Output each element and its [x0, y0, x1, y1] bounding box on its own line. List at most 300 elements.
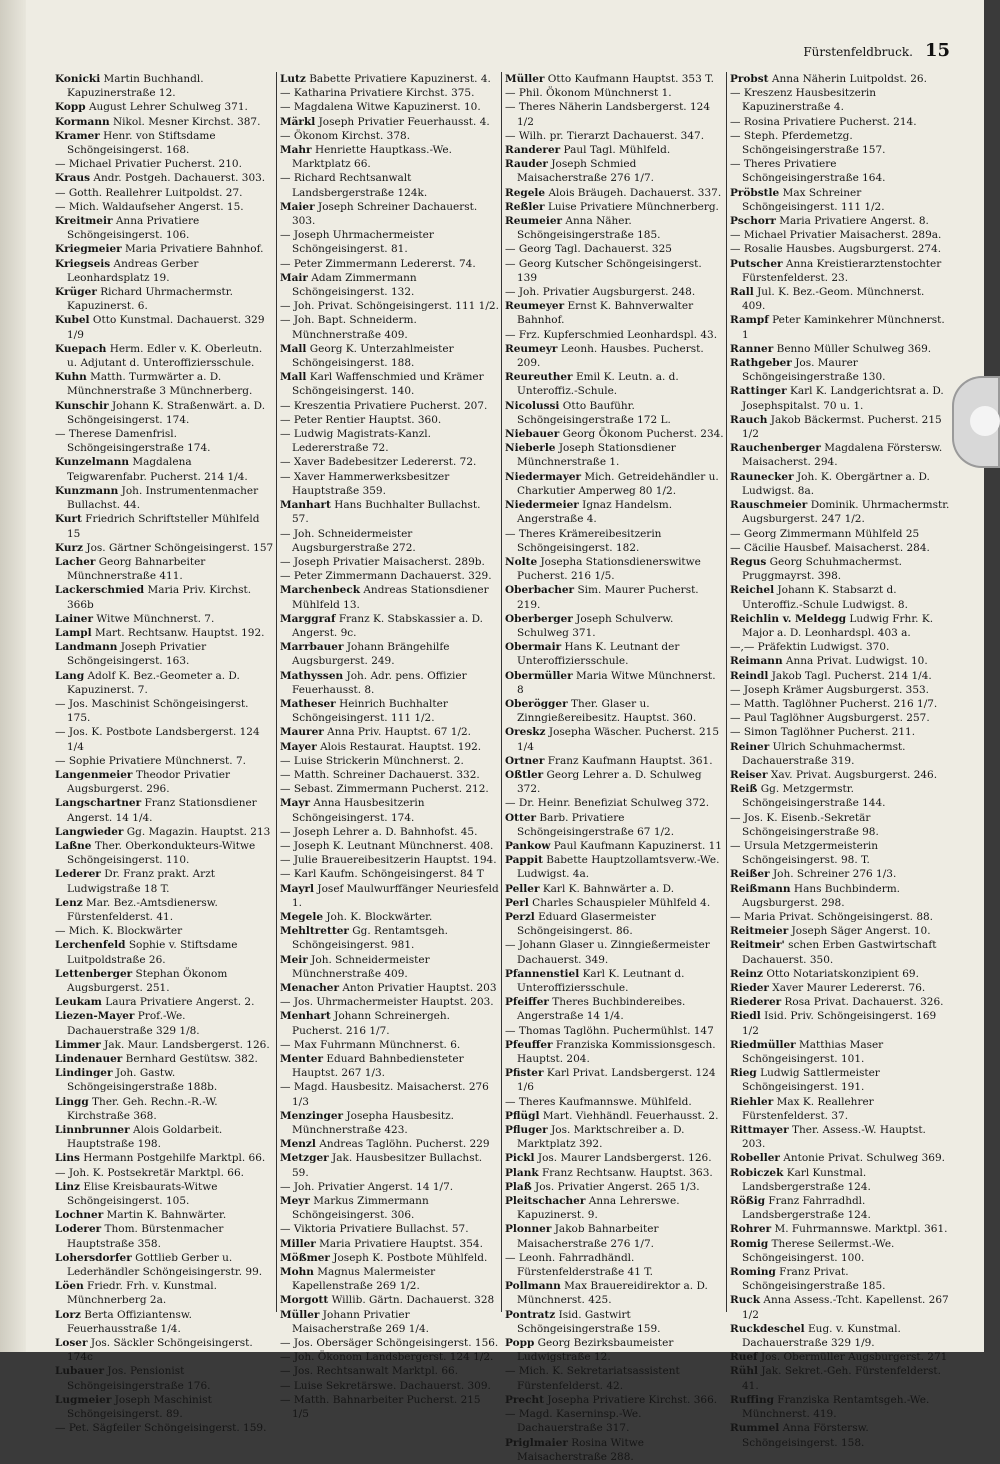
entry-details: Anna Näher. Schöngeisingerstraße 185.	[517, 215, 661, 242]
entry-surname: Riedl	[730, 1010, 761, 1023]
entry-surname: Maurer	[280, 726, 324, 739]
directory-entry	[280, 1052, 499, 1080]
entry-details: Anna Hausbesitzerin Schöngeisingerst. 174.	[292, 797, 425, 824]
directory-entry	[280, 725, 499, 739]
entry-surname: Obermüller	[505, 669, 573, 682]
directory-entry	[55, 924, 274, 938]
entry-details: Johann K. Straßenwärt. a. D. Schöngeisingerst. 174.	[67, 399, 266, 426]
entry-details: Henr. von Stiftsdame Schöngeisingerst. 168.	[67, 129, 216, 157]
entry-surname: Kubel	[55, 314, 90, 327]
entry-details: — Thomas Taglöhn. Puchermühlst. 147	[505, 1024, 714, 1037]
entry-surname: Langschartner	[55, 797, 142, 810]
entry-details: Magdalena Teigwarenfabr. Pucherst. 214 1/4.	[67, 456, 248, 483]
entry-details: Franz Stationsdiener Angerst. 14 1/4.	[67, 797, 257, 824]
entry-details: Karl K. Bahnwärter a. D.	[542, 882, 675, 895]
entry-surname: Kreitmeir	[55, 215, 113, 228]
entry-details: Luise Privatiere Münchnerberg.	[547, 200, 719, 213]
directory-entry	[280, 1393, 499, 1421]
entry-surname: Obermair	[505, 641, 562, 654]
entry-details: Sim. Maurer Pucherst. 219.	[517, 584, 699, 611]
entry-details: — Peter Rentier Hauptst. 360.	[280, 413, 442, 426]
directory-entry	[55, 484, 274, 512]
entry-details: Stephan Ökonom Augsburgerst. 251.	[67, 967, 228, 994]
directory-entry	[505, 583, 724, 611]
directory-entry	[730, 470, 950, 498]
directory-entry	[55, 186, 274, 200]
directory-entry	[55, 612, 274, 626]
directory-entry	[730, 1194, 950, 1222]
directory-entry	[280, 995, 499, 1009]
entry-details: Josef Maulwurffänger Neuriesfeld 1.	[292, 882, 499, 909]
entry-details: Alois Restaurat. Hauptst. 192.	[320, 740, 482, 753]
directory-entry	[55, 257, 274, 285]
entry-surname: Mayer	[280, 740, 317, 753]
entry-details: — Theres Näherin Landsbergerst. 124 1/2	[505, 101, 711, 128]
entry-surname: Metzger	[280, 1152, 329, 1165]
entry-details: Prof.-We. Dachauerstraße 329 1/8.	[67, 1010, 200, 1037]
entry-surname: Reumeyr	[505, 342, 558, 355]
entry-surname: Rauschmeier	[730, 499, 808, 512]
entry-details: Gg. Magazin. Hauptst. 213	[126, 825, 271, 838]
entry-details: Ther. Glaser u. Zinngießereibesitz. Hauptst. 360.	[517, 697, 697, 725]
entry-surname: Langenmeier	[55, 768, 133, 781]
entry-surname: Kunzmann	[55, 484, 119, 497]
entry-surname: Raunecker	[730, 470, 794, 483]
directory-entry	[55, 1095, 274, 1123]
entry-details: Martin K. Bahnwärter.	[106, 1209, 227, 1222]
entry-surname: Kunzelmann	[55, 456, 129, 469]
entry-details: Otto Kaufmann Hauptst. 353 T.	[547, 73, 714, 85]
directory-entry	[505, 72, 724, 86]
entry-details: — Ursula Metzgermeisterin Schöngeisingerst. 98. T.	[730, 839, 878, 867]
entry-details: Martin Buchhandl. Kapuzinerstraße 12.	[67, 73, 204, 100]
entry-details: Joseph Privatier Feuerhausst. 4.	[318, 115, 490, 128]
entry-details: — Xaver Hammerwerksbesitzer Hauptstraße 359.	[280, 470, 450, 497]
entry-details: — Georg Tagl. Dachauerst. 325	[505, 243, 672, 256]
entry-surname: Lettenberger	[55, 967, 133, 980]
entry-details: — Joh. Bapt. Schneiderm. Münchnerstraße 409.	[280, 314, 417, 341]
directory-entry	[55, 555, 274, 583]
directory-entry	[55, 1052, 274, 1066]
directory-entry	[730, 1123, 950, 1151]
entry-details: Ludwig Frhr. K. Major a. D. Leonhardspl. 403 a.	[742, 612, 934, 639]
entry-details: Maria Witwe Münchnerst. 8	[517, 669, 716, 696]
entry-surname: Ruck	[730, 1294, 761, 1307]
entry-details: Andr. Postgeh. Dachauerst. 303.	[93, 172, 266, 185]
directory-entry	[55, 399, 274, 427]
directory-entry	[505, 86, 724, 100]
entry-details: Max K. Reallehrer Fürstenfelderst. 37.	[742, 1095, 874, 1122]
directory-entry	[280, 867, 499, 881]
entry-surname: Mohn	[280, 1266, 314, 1279]
entry-surname: Lingg	[55, 1095, 89, 1108]
directory-entry	[55, 1421, 274, 1435]
directory-entry	[55, 1180, 274, 1208]
directory-entry	[730, 995, 950, 1009]
entry-surname: Pappit	[505, 854, 543, 867]
entry-details: Babette Privatiere Kapuzinerst. 4.	[309, 73, 491, 85]
entry-surname: Meir	[280, 953, 308, 966]
entry-details: — Mich. K. Blockwärter	[55, 925, 183, 938]
entry-surname: Pröbstle	[730, 186, 780, 199]
entry-details: Magnus Malermeister Kapellenstraße 269 1/2.	[292, 1266, 436, 1293]
entry-details: — Karl Kaufm. Schöngeisingerst. 84 T	[280, 868, 484, 881]
entry-details: Georg Schuhmachermst. Pruggmayrst. 398.	[742, 555, 902, 583]
entry-surname: Pfister	[505, 1067, 544, 1080]
entry-details: Therese Seilermst.-We. Schöngeisingerst. 100.	[742, 1237, 895, 1264]
directory-entry	[730, 441, 950, 469]
entry-details: Nikol. Mesner Kirchst. 387.	[112, 115, 261, 128]
directory-entry	[730, 697, 950, 711]
directory-entry	[280, 299, 499, 313]
entry-surname: Menacher	[280, 982, 339, 994]
entry-details: — Jos. Maschinist Schöngeisingerst. 175.	[55, 697, 249, 725]
directory-entry	[280, 1194, 499, 1222]
entry-surname: Reumeyer	[505, 300, 565, 313]
entry-details: Rosina Witwe Maisacherstraße 288.	[517, 1436, 644, 1463]
entry-details: Joseph Schmied Maisacherstraße 276 1/7.	[517, 158, 654, 185]
entry-surname: Mall	[280, 342, 307, 355]
entry-details: Jos. Obermüller Augsburgerst. 271	[760, 1351, 948, 1364]
directory-entry	[280, 612, 499, 640]
entry-details: — Jos. Obersäger Schöngeisingerst. 156.	[280, 1337, 499, 1350]
column-1	[52, 72, 277, 1435]
directory-entry	[280, 1364, 499, 1378]
entry-details: Anton Privatier Hauptst. 203	[342, 982, 497, 994]
entry-details: Georg K. Unterzahlmeister Schöngeisingerst. 188.	[292, 342, 454, 370]
entry-surname: Kopp	[55, 101, 86, 114]
entry-surname: Reßler	[505, 200, 545, 213]
directory-entry	[280, 953, 499, 981]
entry-surname: Reinz	[730, 967, 763, 980]
directory-entry	[505, 200, 724, 214]
entry-details: Antonie Privat. Schulweg 369.	[783, 1152, 945, 1165]
entry-details: Eduard Glasermeister Schöngeisingerst. 86.	[517, 910, 656, 938]
directory-entry	[280, 1109, 499, 1137]
entry-details: Anna Assess.-Tcht. Kapellenst. 267 1/2	[742, 1294, 949, 1321]
entry-surname: Oberberger	[505, 612, 573, 625]
directory-entry	[280, 981, 499, 995]
directory-entry	[505, 1123, 724, 1151]
entry-details: Georg Lehrer a. D. Schulweg 372.	[517, 768, 702, 796]
directory-entry	[505, 811, 724, 839]
entry-details: Anna Privat. Ludwigst. 10.	[785, 655, 928, 668]
entry-surname: Lainer	[55, 612, 94, 625]
entry-surname: Pontratz	[505, 1308, 556, 1321]
entry-surname: Müller	[280, 1308, 320, 1321]
entry-details: Maria Privatiere Angerst. 8.	[779, 215, 929, 228]
entry-details: — Theres Kaufmannswe. Mühlfeld.	[505, 1095, 692, 1108]
directory-entry	[505, 498, 724, 526]
entry-details: — Joseph Lehrer a. D. Bahnhofst. 45.	[280, 825, 478, 838]
entry-details: Mar. Bez.-Amtsdienersw. Fürstenfelderst. 41.	[67, 896, 218, 923]
entry-details: Elise Kreisbaurats-Witwe Schöngeisingerst. 105.	[67, 1180, 218, 1208]
directory-entry	[280, 1009, 499, 1037]
directory-entry	[280, 569, 499, 583]
directory-entry	[55, 242, 274, 256]
directory-entry	[280, 839, 499, 853]
entry-details: — Mich. K. Sekretariatsassistent Fürstenfelderst. 42.	[505, 1365, 680, 1392]
entry-surname: Reiner	[730, 740, 770, 753]
directory-entry	[55, 370, 274, 398]
entry-details: Hermann Postgehilfe Marktpl. 66.	[83, 1152, 266, 1165]
entry-details: Joh. K. Obergärtner a. D. Ludwigst. 8a.	[742, 470, 930, 497]
directory-entry	[730, 285, 950, 313]
directory-entry	[280, 1293, 499, 1307]
entry-surname: Riedmüller	[730, 1038, 796, 1051]
directory-entry	[505, 157, 724, 185]
directory-entry	[505, 1095, 724, 1109]
directory-entry	[55, 725, 274, 753]
entry-details: Jos. Gärtner Schöngeisingerst. 157	[86, 541, 274, 554]
entry-surname: Loderer	[55, 1223, 102, 1236]
entry-surname: Plaß	[505, 1180, 532, 1193]
entry-details: Charles Schauspieler Mühlfeld 4.	[532, 896, 711, 909]
directory-entry	[505, 910, 724, 938]
entry-details: Karl K. Leutnant d. Unteroffiziersschule.	[517, 967, 685, 994]
entry-surname: Märkl	[280, 115, 316, 128]
directory-entry	[730, 1237, 950, 1265]
entry-details: Franziska Rentamtsgeh.-We. Münchnerst. 419.	[742, 1393, 930, 1421]
entry-surname: Lutz	[280, 73, 306, 85]
entry-details: Johann Schreinergeh. Pucherst. 216 1/7.	[292, 1010, 450, 1037]
entry-details: Eug. v. Kunstmal. Dachauerstraße 329 1/9.	[742, 1322, 901, 1350]
entry-details: Dominik. Uhrmachermstr. Augsburgerst. 247 1/2.	[742, 499, 950, 526]
entry-surname: Ruckdeschel	[730, 1322, 805, 1335]
entry-details: Karl Privat. Landsbergerst. 124 1/6	[517, 1067, 716, 1094]
column-4	[727, 72, 952, 1449]
entry-details: Ther. Oberkondukteurs-Witwe Schöngeisingerst. 110.	[67, 839, 256, 867]
directory-entry	[55, 171, 274, 185]
directory-entry	[730, 1322, 950, 1350]
entry-surname: Kormann	[55, 115, 110, 128]
directory-entry	[505, 1109, 724, 1123]
directory-entry	[280, 498, 499, 526]
directory-entry	[55, 1222, 274, 1250]
entry-details: Ther. Assess.-W. Hauptst. 203.	[742, 1124, 926, 1151]
entry-surname: Marchenbeck	[280, 584, 360, 597]
entry-surname: Miller	[280, 1237, 316, 1250]
entry-details: — Luise Sekretärswe. Dachauerst. 309.	[280, 1379, 491, 1392]
entry-surname: Rathgeber	[730, 357, 792, 370]
entry-details: Joseph Privatier Schöngeisingerst. 163.	[67, 641, 207, 668]
entry-surname: Kuepach	[55, 342, 107, 355]
directory-entry	[505, 299, 724, 327]
entry-surname: Morgott	[280, 1294, 329, 1307]
directory-entry	[505, 1308, 724, 1336]
directory-entry	[730, 1166, 950, 1194]
entry-details: Jos. Maurer Schöngeisingerstraße 130.	[742, 357, 886, 384]
entry-surname: Kurt	[55, 513, 82, 526]
directory-entry	[55, 697, 274, 725]
directory-entry	[280, 100, 499, 114]
entry-details: — Sophie Privatiere Münchnerst. 7.	[55, 754, 246, 767]
directory-entry	[280, 1308, 499, 1336]
directory-entry	[505, 995, 724, 1023]
directory-entry	[505, 214, 724, 242]
entry-surname: Mall	[280, 371, 307, 384]
entry-details: — Julie Brauereibesitzerin Hauptst. 194.	[280, 854, 497, 867]
entry-details: Sophie v. Stiftsdame Luitpoldstraße 26.	[67, 939, 238, 966]
entry-surname: Linnbrunner	[55, 1124, 130, 1137]
entry-details: Willib. Gärtn. Dachauerst. 328	[331, 1294, 495, 1307]
directory-entry	[280, 427, 499, 455]
running-head	[760, 40, 950, 70]
entry-surname: Langwieder	[55, 825, 124, 838]
entry-details: Josepha Hausbesitz. Münchnerstraße 423.	[292, 1109, 454, 1137]
directory-entry	[730, 242, 950, 256]
entry-surname: Rieg	[730, 1067, 757, 1080]
directory-entry	[730, 924, 950, 938]
entry-details: Jos. Privatier Angerst. 265 1/3.	[535, 1180, 700, 1193]
entry-surname: Reindl	[730, 669, 769, 682]
directory-entry	[730, 1350, 950, 1364]
directory-entry	[280, 313, 499, 341]
entry-details: — Frz. Kupferschmied Leonhardspl. 43.	[505, 328, 718, 341]
directory-entry	[55, 1166, 274, 1180]
directory-entry	[730, 981, 950, 995]
entry-surname: Kuhn	[55, 371, 87, 384]
entry-surname: Lubauer	[55, 1365, 105, 1378]
entry-details: Josepha Wäscher. Pucherst. 215 1/4	[517, 726, 720, 753]
directory-entry	[730, 867, 950, 881]
directory-entry	[505, 1038, 724, 1066]
directory-entry	[280, 72, 499, 86]
entry-details: — Leonh. Fahrradhändl. Fürstenfelderstraße 41 T.	[505, 1251, 654, 1279]
directory-entry	[730, 384, 950, 412]
directory-entry	[55, 455, 274, 483]
entry-details: Andreas Taglöhn. Pucherst. 229	[319, 1138, 490, 1151]
entry-surname: Mahr	[280, 144, 312, 157]
entry-details: Joseph Stationsdiener Münchnerstraße 1.	[517, 442, 676, 469]
entry-details: M. Fuhrmannswe. Marktpl. 361.	[774, 1223, 948, 1236]
directory-entry	[730, 1009, 950, 1037]
entry-details: Richard Uhrmachermstr. Kapuzinerst. 6.	[67, 286, 233, 313]
directory-entry	[505, 967, 724, 995]
directory-entry	[505, 370, 724, 398]
directory-entry	[55, 669, 274, 697]
directory-entry	[55, 72, 274, 100]
entry-surname: Lerchenfeld	[55, 939, 126, 952]
entry-details: Bernhard Gestütsw. 382.	[125, 1053, 258, 1066]
entry-surname: Reimann	[730, 655, 783, 668]
directory-entry	[505, 1407, 724, 1435]
entry-details: — Steph. Pferdemetzg. Schöngeisingerstraße 157.	[730, 129, 886, 157]
directory-entry	[280, 910, 499, 924]
directory-entry	[505, 427, 724, 441]
entry-surname: Konicki	[55, 73, 101, 85]
entry-details: Joseph Schulverw. Schulweg 371.	[517, 612, 674, 639]
entry-details: Franz K. Stabskassier a. D. Angerst. 9c.	[292, 612, 483, 639]
entry-surname: Reitmeier	[730, 925, 789, 938]
directory-entry	[505, 1180, 724, 1194]
directory-entry	[730, 882, 950, 910]
directory-entry	[280, 796, 499, 824]
entry-surname: Meyr	[280, 1195, 310, 1208]
directory-entry	[505, 612, 724, 640]
entry-details: Paul Kaufmann Kapuzinerst. 11	[553, 839, 722, 852]
directory-entry	[505, 1151, 724, 1165]
entry-details: — Joseph K. Leutnant Münchnerst. 408.	[280, 839, 494, 852]
entry-surname: Riederer	[730, 996, 782, 1009]
entry-details: Jos. Pensionist Schöngeisingerstraße 176.	[67, 1365, 211, 1392]
entry-surname: Megele	[280, 910, 323, 923]
entry-details: Ulrich Schuhmachermst. Dachauerstraße 319.	[742, 740, 906, 767]
entry-surname: Pfannenstiel	[505, 967, 580, 980]
entry-details: Johann Brängehilfe Augsburgerst. 249.	[292, 641, 450, 668]
directory-entry	[280, 583, 499, 611]
directory-entry	[730, 186, 950, 214]
directory-entry	[505, 697, 724, 725]
directory-entry	[730, 356, 950, 384]
entry-details: — Magd. Hausbesitz. Maisacherst. 276 1/3	[280, 1081, 489, 1108]
entry-surname: Mehltretter	[280, 925, 349, 938]
directory-entry	[505, 527, 724, 555]
entry-surname: Löen	[55, 1280, 84, 1293]
directory-entry	[730, 1393, 950, 1421]
entry-details: Dr. Franz prakt. Arzt Ludwigstraße 18 T.	[67, 868, 215, 895]
directory-entry	[280, 1336, 499, 1350]
entry-details: Karl K. Landgerichtsrat a. D. Josephspitalst. 70 u. 1.	[742, 385, 944, 412]
directory-entry	[730, 683, 950, 697]
directory-entry	[505, 342, 724, 370]
directory-entry	[280, 171, 499, 199]
entry-surname: Kriegmeier	[55, 243, 122, 256]
directory-entry	[55, 285, 274, 313]
directory-entry	[730, 527, 950, 541]
directory-entry	[55, 1364, 274, 1392]
directory-entry	[730, 228, 950, 242]
directory-entry	[280, 200, 499, 228]
entry-details: Rosa Privat. Dachauerst. 326.	[784, 996, 944, 1009]
entry-surname: Plonner	[505, 1223, 552, 1236]
directory-entry	[55, 839, 274, 867]
directory-entry	[280, 271, 499, 299]
directory-entry	[505, 839, 724, 853]
entry-details: August Lehrer Schulweg 371.	[88, 101, 248, 114]
entry-details: Joseph Säger Angerst. 10.	[791, 925, 931, 938]
directory-entry	[505, 725, 724, 753]
entry-surname: Lacher	[55, 555, 96, 568]
entry-details: Joh. Instrumentenmacher Bullachst. 44.	[67, 484, 259, 512]
entry-details: — Katharina Privatiere Kirchst. 375.	[280, 87, 475, 100]
entry-details: Theres Buchbindereibes. Angerstraße 14 1/4.	[517, 996, 686, 1023]
entry-details: — Georg Kutscher Schöngeisingerst. 139	[505, 257, 702, 284]
entry-surname: Pleitschacher	[505, 1195, 586, 1208]
entry-details: Mich. Getreidehändler u. Charkutier Amperweg 80 1/2.	[517, 470, 719, 497]
entry-surname: Pfeiffer	[505, 996, 549, 1009]
entry-details: Heinrich Buchhalter Schöngeisingerst. 111 1/2.	[292, 697, 448, 725]
entry-details: Alois Goldarbeit. Hauptstraße 198.	[67, 1124, 223, 1151]
entry-details: Jos. Säckler Schöngeisingerst. 174c	[67, 1337, 253, 1364]
entry-surname: Popp	[505, 1337, 535, 1350]
entry-details: Ignaz Handelsm. Angerstraße 4.	[517, 499, 673, 526]
directory-entry	[730, 1222, 950, 1236]
entry-surname: Rampf	[730, 314, 769, 327]
directory-entry	[505, 1222, 724, 1250]
directory-entry	[280, 257, 499, 271]
directory-entry	[730, 910, 950, 924]
directory-entry	[55, 427, 274, 455]
entry-details: Friedrich Schriftsteller Mühlfeld 15	[67, 513, 260, 540]
entry-details: — Jos. Uhrmachermeister Hauptst. 203.	[280, 996, 494, 1009]
entry-details: Maria Privatiere Hauptst. 354.	[319, 1237, 483, 1250]
entry-details: — Mich. Waldaufseher Angerst. 15.	[55, 200, 244, 213]
entry-details: schen Erben Gastwirtschaft Dachauerst. 350.	[742, 939, 937, 966]
entry-details: Ernst K. Bahnverwalter Bahnhof.	[517, 300, 694, 327]
directory-entry	[280, 1222, 499, 1236]
directory-entry	[730, 1293, 950, 1321]
